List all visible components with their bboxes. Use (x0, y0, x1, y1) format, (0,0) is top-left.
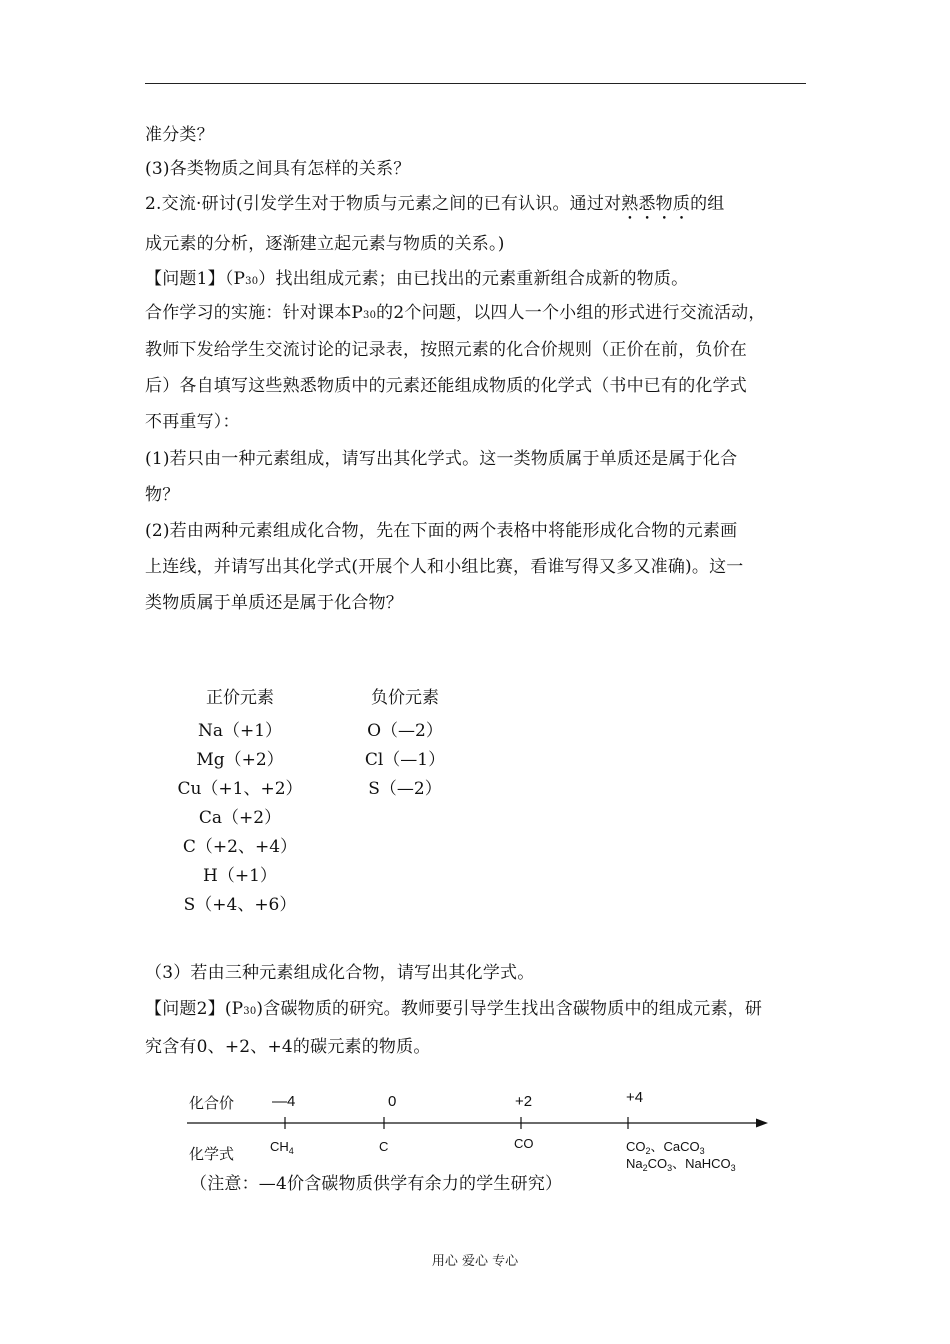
text-line-3 (145, 193, 724, 224)
negative-element: O（—2） (367, 721, 443, 741)
header-rule (145, 83, 806, 84)
text-line-carbon: 究含有0、+2、+4的碳元素的物质。 (145, 1037, 431, 1057)
formula-label: CO (514, 1136, 534, 1151)
text-line-7: 教师下发给学生交流讨论的记录表，按照元素的化合价规则（正价在前，负价在 (145, 340, 747, 360)
formula-row-label: 化学式 (189, 1145, 235, 1163)
text-line-8: 后）各自填写这些熟悉物质中的元素还能组成物质的化学式（书中已有的化学式 (145, 376, 747, 396)
text-span: 2.交流·研讨(引发学生对于物质与元素之间的已有认识。通过对 (145, 194, 622, 214)
text-line-1: 准分类？ (145, 125, 214, 145)
valence-tick-label: +4 (626, 1089, 644, 1106)
positive-valence-column (170, 686, 310, 919)
emphasized-text: 熟悉物质 (621, 194, 691, 214)
text-line-6: 合作学习的实施：针对课本P30的2个问题，以四人一个小组的形式进行交流活动， (145, 303, 766, 323)
negative-valence-column (345, 686, 465, 803)
formula-label: $Na_2CO_3$、NaHCO$_3$ (626, 1156, 736, 1173)
positive-element: Ca（+2） (198, 808, 282, 828)
formula-label: C (379, 1139, 389, 1154)
text-span: 的组 (690, 194, 725, 214)
valence-tick-label: 0 (388, 1093, 397, 1110)
positive-element: S（+4、+6） (183, 895, 297, 915)
positive-element: Na（+1） (197, 721, 283, 741)
formula-label: $CO_2$、CaCO$_3$ (626, 1139, 705, 1156)
text-line-14: 类物质属于单质还是属于化合物？ (145, 593, 403, 613)
valence-row-label: 化合价 (189, 1094, 235, 1112)
question-2-line: 【问题2】(P30)含碳物质的研究。教师要引导学生找出含碳物质中的组成元素，研 (145, 999, 763, 1019)
text-line-9: 不再重写）： (145, 412, 240, 432)
positive-valence-title: 正价元素 (206, 688, 274, 708)
negative-element: S（—2） (368, 779, 442, 799)
question-1-line: 【问题1】（P30）找出组成元素；由已找出的元素重新组合成新的物质。 (145, 269, 689, 289)
text-line-13: 上连线，并请写出其化学式(开展个人和小组比赛，看谁写得又多又准确)。这一 (145, 557, 744, 577)
positive-element: C（+2、+4） (182, 837, 298, 857)
formula-label: $CH_4$ (270, 1139, 294, 1156)
page-footer: 用心 爱心 专心 (431, 1254, 519, 1269)
text-line-4: 成元素的分析，逐渐建立起元素与物质的关系。) (145, 234, 505, 254)
text-line-2: (3)各类物质之间具有怎样的关系？ (145, 159, 411, 179)
positive-element: Cu（+1、+2） (177, 779, 303, 799)
text-line-11: 物？ (145, 485, 180, 505)
positive-element: Mg（+2） (196, 750, 284, 770)
valence-tick-label: +2 (515, 1093, 533, 1110)
axis-arrowhead (756, 1119, 768, 1128)
text-line-three-elements: （3）若由三种元素组成化合物，请写出其化学式。 (145, 963, 535, 983)
valence-tick-label: —4 (272, 1093, 296, 1110)
negative-valence-title: 负价元素 (371, 688, 439, 708)
negative-element: Cl（—1） (364, 750, 446, 770)
note: （注意：—4价含碳物质供学有余力的学生研究） (190, 1174, 563, 1194)
text-line-12: (2)若由两种元素组成化合物，先在下面的两个表格中将能形成化合物的元素画 (145, 521, 738, 541)
positive-element: H（+1） (203, 866, 277, 886)
text-line-10: (1)若只由一种元素组成，请写出其化学式。这一类物质属于单质还是属于化合 (145, 449, 738, 469)
